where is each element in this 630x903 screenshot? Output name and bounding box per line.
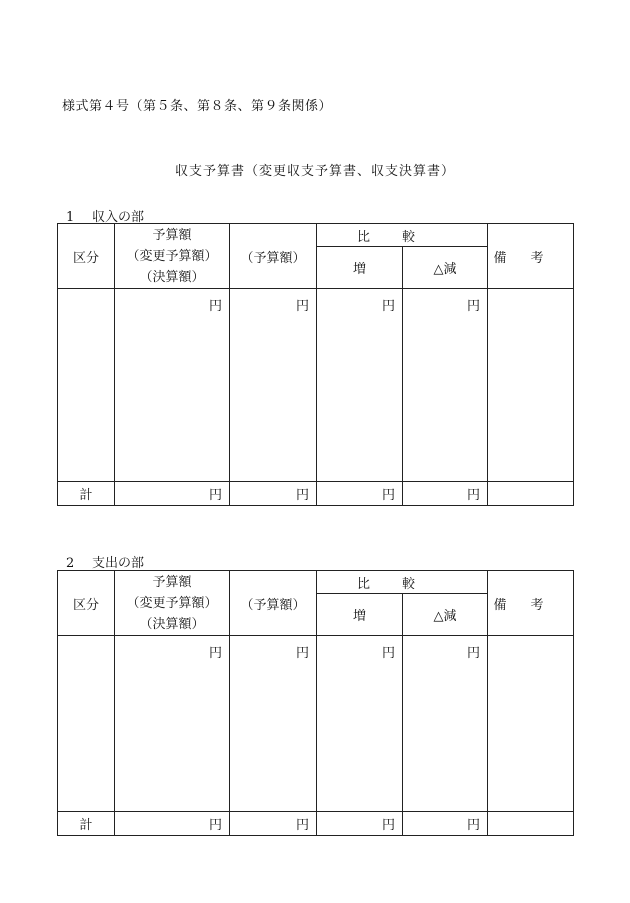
header-category: 区分 — [58, 224, 115, 289]
section-title: 収入の部 — [92, 210, 145, 225]
header-budget: 予算額 （変更予算額） （決算額） — [115, 571, 230, 636]
cell-remarks — [488, 289, 574, 482]
total-increase-unit: 円 — [317, 482, 403, 506]
header-prior-budget: （予算額） — [230, 571, 317, 636]
header-remarks: 備考 — [488, 571, 574, 636]
header-remarks: 備考 — [488, 224, 574, 289]
total-prior-budget-unit: 円 — [230, 812, 317, 836]
total-label: 計 — [58, 812, 115, 836]
header-prior-budget: （予算額） — [230, 224, 317, 289]
cell-decrease-unit: 円 — [403, 636, 488, 812]
header-budget: 予算額 （変更予算額） （決算額） — [115, 224, 230, 289]
section-title: 支出の部 — [92, 556, 145, 571]
cell-budget-unit: 円 — [115, 636, 230, 812]
cell-increase-unit: 円 — [317, 289, 403, 482]
cell-category — [58, 289, 115, 482]
table-row — [58, 289, 574, 482]
total-row — [58, 482, 574, 506]
total-decrease-unit: 円 — [403, 482, 488, 506]
header-decrease: △減 — [403, 247, 488, 289]
cell-prior-budget-unit: 円 — [230, 289, 317, 482]
header-category: 区分 — [58, 571, 115, 636]
header-comparison: 比較 — [317, 571, 488, 594]
section-number: 1 — [66, 210, 75, 225]
section-heading-expense — [66, 552, 144, 571]
total-row — [58, 812, 574, 836]
total-remarks — [488, 812, 574, 836]
document-title: 収支予算書（変更収支予算書、収支決算書） — [174, 164, 455, 179]
cell-prior-budget-unit: 円 — [230, 636, 317, 812]
form-number: 様式第４号（第５条、第８条、第９条関係） — [62, 99, 333, 114]
header-decrease: △減 — [403, 594, 488, 636]
cell-increase-unit: 円 — [317, 636, 403, 812]
cell-remarks — [488, 636, 574, 812]
header-comparison: 比較 — [317, 224, 488, 247]
total-budget-unit: 円 — [115, 812, 230, 836]
total-decrease-unit: 円 — [403, 812, 488, 836]
total-remarks — [488, 482, 574, 506]
income-table — [57, 223, 574, 506]
total-label: 計 — [58, 482, 115, 506]
table-row — [58, 636, 574, 812]
total-budget-unit: 円 — [115, 482, 230, 506]
header-increase: 増 — [317, 247, 403, 289]
total-prior-budget-unit: 円 — [230, 482, 317, 506]
expense-table — [57, 570, 574, 836]
cell-budget-unit: 円 — [115, 289, 230, 482]
header-increase: 増 — [317, 594, 403, 636]
total-increase-unit: 円 — [317, 812, 403, 836]
cell-decrease-unit: 円 — [403, 289, 488, 482]
section-number: 2 — [66, 556, 75, 571]
cell-category — [58, 636, 115, 812]
